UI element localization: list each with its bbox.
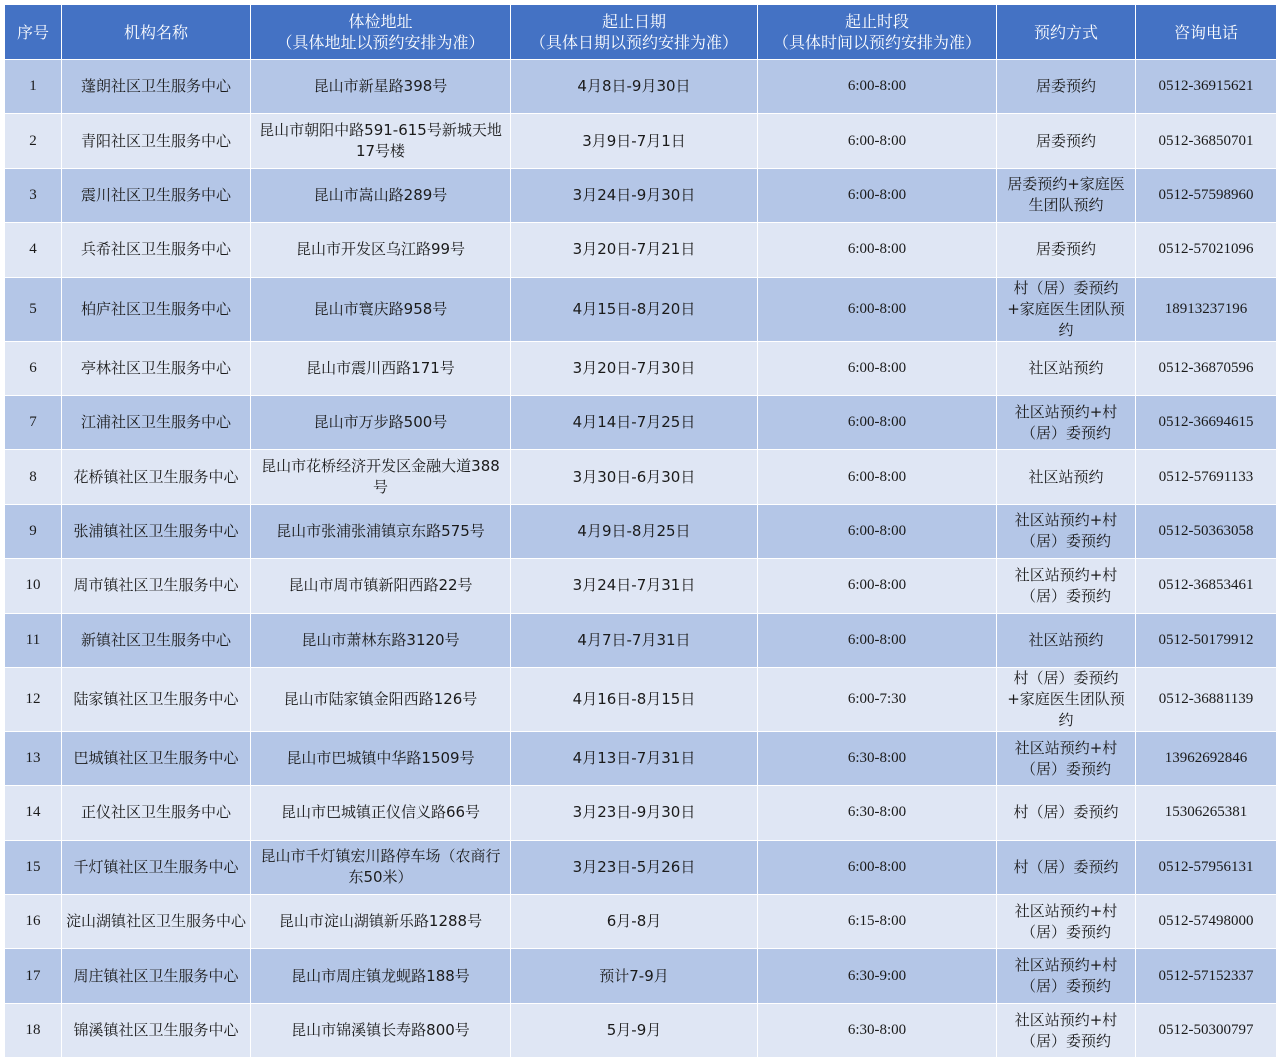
cell-seq: 2 xyxy=(5,114,62,168)
table-row xyxy=(5,277,1277,341)
cell-address: 昆山市开发区乌江路99号 xyxy=(251,223,511,277)
cell-address: 昆山市张浦张浦镇京东路575号 xyxy=(251,504,511,558)
cell-address: 昆山市震川西路171号 xyxy=(251,341,511,395)
cell-seq: 17 xyxy=(5,949,62,1003)
cell-time: 6:00-7:30 xyxy=(758,667,997,731)
cell-seq: 16 xyxy=(5,895,62,949)
cell-booking-method: 社区站预约+村（居）委预约 xyxy=(997,949,1136,1003)
cell-institution-name: 蓬朗社区卫生服务中心 xyxy=(62,60,251,114)
cell-dates: 3月24日-9月30日 xyxy=(511,168,758,222)
cell-address: 昆山市淀山湖镇新乐路1288号 xyxy=(251,895,511,949)
cell-booking-method: 社区站预约+村（居）委预约 xyxy=(997,559,1136,613)
cell-institution-name: 亭林社区卫生服务中心 xyxy=(62,341,251,395)
cell-dates: 6月-8月 xyxy=(511,895,758,949)
cell-seq: 10 xyxy=(5,559,62,613)
cell-seq: 9 xyxy=(5,504,62,558)
cell-booking-method: 社区站预约 xyxy=(997,613,1136,667)
cell-seq: 1 xyxy=(5,60,62,114)
cell-booking-method: 社区站预约+村（居）委预约 xyxy=(997,731,1136,785)
cell-time: 6:00-8:00 xyxy=(758,840,997,894)
cell-dates: 3月20日-7月30日 xyxy=(511,341,758,395)
cell-dates: 4月9日-8月25日 xyxy=(511,504,758,558)
cell-seq: 8 xyxy=(5,450,62,504)
cell-address: 昆山市万步路500号 xyxy=(251,395,511,449)
cell-dates: 3月30日-6月30日 xyxy=(511,450,758,504)
cell-dates: 4月13日-7月31日 xyxy=(511,731,758,785)
cell-institution-name: 巴城镇社区卫生服务中心 xyxy=(62,731,251,785)
cell-booking-method: 居委预约 xyxy=(997,223,1136,277)
table-body xyxy=(5,60,1277,1058)
checkup-schedule-table xyxy=(4,4,1277,1058)
cell-time: 6:15-8:00 xyxy=(758,895,997,949)
cell-institution-name: 锦溪镇社区卫生服务中心 xyxy=(62,1003,251,1057)
table-row xyxy=(5,895,1277,949)
cell-dates: 4月15日-8月20日 xyxy=(511,277,758,341)
cell-address: 昆山市陆家镇金阳西路126号 xyxy=(251,667,511,731)
cell-address: 昆山市巴城镇中华路1509号 xyxy=(251,731,511,785)
cell-address: 昆山市千灯镇宏川路停车场（农商行东50米） xyxy=(251,840,511,894)
cell-time: 6:00-8:00 xyxy=(758,60,997,114)
cell-institution-name: 淀山湖镇社区卫生服务中心 xyxy=(62,895,251,949)
cell-address: 昆山市嵩山路289号 xyxy=(251,168,511,222)
table-row xyxy=(5,114,1277,168)
cell-booking-method: 村（居）委预约 xyxy=(997,840,1136,894)
cell-booking-method: 社区站预约+村（居）委预约 xyxy=(997,1003,1136,1057)
cell-institution-name: 正仪社区卫生服务中心 xyxy=(62,786,251,840)
cell-address: 昆山市新星路398号 xyxy=(251,60,511,114)
table-row xyxy=(5,786,1277,840)
table-row xyxy=(5,667,1277,731)
cell-institution-name: 陆家镇社区卫生服务中心 xyxy=(62,667,251,731)
header-name: 机构名称 xyxy=(62,5,251,60)
cell-phone: 0512-50179912 xyxy=(1136,613,1277,667)
cell-institution-name: 周市镇社区卫生服务中心 xyxy=(62,559,251,613)
cell-booking-method: 社区站预约 xyxy=(997,450,1136,504)
cell-address: 昆山市朝阳中路591-615号新城天地17号楼 xyxy=(251,114,511,168)
cell-institution-name: 青阳社区卫生服务中心 xyxy=(62,114,251,168)
cell-phone: 0512-57691133 xyxy=(1136,450,1277,504)
cell-time: 6:30-8:00 xyxy=(758,731,997,785)
cell-phone: 0512-50300797 xyxy=(1136,1003,1277,1057)
cell-phone: 0512-36853461 xyxy=(1136,559,1277,613)
table-row xyxy=(5,223,1277,277)
cell-phone: 18913237196 xyxy=(1136,277,1277,341)
cell-address: 昆山市周庄镇龙蚬路188号 xyxy=(251,949,511,1003)
cell-time: 6:00-8:00 xyxy=(758,395,997,449)
cell-institution-name: 江浦社区卫生服务中心 xyxy=(62,395,251,449)
table-row xyxy=(5,450,1277,504)
cell-seq: 4 xyxy=(5,223,62,277)
header-time xyxy=(758,5,997,60)
cell-booking-method: 居委预约 xyxy=(997,114,1136,168)
cell-institution-name: 兵希社区卫生服务中心 xyxy=(62,223,251,277)
cell-address: 昆山市锦溪镇长寿路800号 xyxy=(251,1003,511,1057)
header-address xyxy=(251,5,511,60)
cell-time: 6:00-8:00 xyxy=(758,504,997,558)
table-row xyxy=(5,504,1277,558)
table-row xyxy=(5,1003,1277,1057)
cell-institution-name: 柏庐社区卫生服务中心 xyxy=(62,277,251,341)
cell-phone: 15306265381 xyxy=(1136,786,1277,840)
cell-dates: 4月16日-8月15日 xyxy=(511,667,758,731)
cell-dates: 预计7-9月 xyxy=(511,949,758,1003)
cell-dates: 3月24日-7月31日 xyxy=(511,559,758,613)
header-address-note: （具体地址以预约安排为准） xyxy=(276,33,485,52)
cell-address: 昆山市萧林东路3120号 xyxy=(251,613,511,667)
cell-booking-method: 社区站预约+村（居）委预约 xyxy=(997,895,1136,949)
cell-time: 6:00-8:00 xyxy=(758,559,997,613)
table-row xyxy=(5,168,1277,222)
cell-phone: 0512-36915621 xyxy=(1136,60,1277,114)
cell-dates: 4月7日-7月31日 xyxy=(511,613,758,667)
cell-booking-method: 村（居）委预约+家庭医生团队预约 xyxy=(997,667,1136,731)
cell-seq: 18 xyxy=(5,1003,62,1057)
header-dates-note: （具体日期以预约安排为准） xyxy=(529,33,738,52)
cell-address: 昆山市花桥经济开发区金融大道388号 xyxy=(251,450,511,504)
header-time-note: （具体时间以预约安排为准） xyxy=(772,33,981,52)
cell-seq: 6 xyxy=(5,341,62,395)
cell-address: 昆山市寰庆路958号 xyxy=(251,277,511,341)
cell-booking-method: 村（居）委预约 xyxy=(997,786,1136,840)
header-dates xyxy=(511,5,758,60)
cell-phone: 0512-36850701 xyxy=(1136,114,1277,168)
table-row xyxy=(5,840,1277,894)
table-row xyxy=(5,60,1277,114)
table-row xyxy=(5,731,1277,785)
cell-seq: 14 xyxy=(5,786,62,840)
header-row xyxy=(5,5,1277,60)
cell-time: 6:00-8:00 xyxy=(758,277,997,341)
cell-phone: 0512-57152337 xyxy=(1136,949,1277,1003)
cell-dates: 3月9日-7月1日 xyxy=(511,114,758,168)
cell-booking-method: 村（居）委预约+家庭医生团队预约 xyxy=(997,277,1136,341)
cell-phone: 0512-36881139 xyxy=(1136,667,1277,731)
cell-dates: 3月20日-7月21日 xyxy=(511,223,758,277)
cell-dates: 4月14日-7月25日 xyxy=(511,395,758,449)
cell-seq: 12 xyxy=(5,667,62,731)
cell-phone: 0512-36694615 xyxy=(1136,395,1277,449)
cell-booking-method: 居委预约+家庭医生团队预约 xyxy=(997,168,1136,222)
cell-dates: 5月-9月 xyxy=(511,1003,758,1057)
cell-dates: 4月8日-9月30日 xyxy=(511,60,758,114)
table-row xyxy=(5,613,1277,667)
cell-seq: 15 xyxy=(5,840,62,894)
cell-address: 昆山市巴城镇正仪信义路66号 xyxy=(251,786,511,840)
cell-booking-method: 居委预约 xyxy=(997,60,1136,114)
cell-time: 6:00-8:00 xyxy=(758,168,997,222)
cell-time: 6:30-8:00 xyxy=(758,786,997,840)
table-row xyxy=(5,559,1277,613)
cell-seq: 7 xyxy=(5,395,62,449)
cell-seq: 11 xyxy=(5,613,62,667)
cell-seq: 3 xyxy=(5,168,62,222)
cell-institution-name: 新镇社区卫生服务中心 xyxy=(62,613,251,667)
cell-seq: 13 xyxy=(5,731,62,785)
header-dates-title: 起止日期 xyxy=(601,12,666,31)
cell-institution-name: 震川社区卫生服务中心 xyxy=(62,168,251,222)
cell-institution-name: 周庄镇社区卫生服务中心 xyxy=(62,949,251,1003)
cell-time: 6:00-8:00 xyxy=(758,450,997,504)
cell-booking-method: 社区站预约+村（居）委预约 xyxy=(997,395,1136,449)
table-row xyxy=(5,949,1277,1003)
cell-dates: 3月23日-5月26日 xyxy=(511,840,758,894)
table-row xyxy=(5,395,1277,449)
cell-phone: 0512-57956131 xyxy=(1136,840,1277,894)
cell-institution-name: 千灯镇社区卫生服务中心 xyxy=(62,840,251,894)
cell-phone: 0512-50363058 xyxy=(1136,504,1277,558)
cell-time: 6:00-8:00 xyxy=(758,613,997,667)
cell-seq: 5 xyxy=(5,277,62,341)
header-method: 预约方式 xyxy=(997,5,1136,60)
cell-phone: 13962692846 xyxy=(1136,731,1277,785)
cell-time: 6:00-8:00 xyxy=(758,341,997,395)
cell-phone: 0512-57498000 xyxy=(1136,895,1277,949)
cell-dates: 3月23日-9月30日 xyxy=(511,786,758,840)
cell-phone: 0512-57021096 xyxy=(1136,223,1277,277)
header-phone: 咨询电话 xyxy=(1136,5,1277,60)
header-time-title: 起止时段 xyxy=(844,12,909,31)
cell-phone: 0512-36870596 xyxy=(1136,341,1277,395)
cell-booking-method: 社区站预约+村（居）委预约 xyxy=(997,504,1136,558)
cell-time: 6:30-9:00 xyxy=(758,949,997,1003)
header-address-title: 体检地址 xyxy=(348,12,413,31)
cell-phone: 0512-57598960 xyxy=(1136,168,1277,222)
cell-booking-method: 社区站预约 xyxy=(997,341,1136,395)
cell-time: 6:00-8:00 xyxy=(758,223,997,277)
cell-time: 6:00-8:00 xyxy=(758,114,997,168)
cell-address: 昆山市周市镇新阳西路22号 xyxy=(251,559,511,613)
cell-time: 6:30-8:00 xyxy=(758,1003,997,1057)
cell-institution-name: 张浦镇社区卫生服务中心 xyxy=(62,504,251,558)
cell-institution-name: 花桥镇社区卫生服务中心 xyxy=(62,450,251,504)
table-row xyxy=(5,341,1277,395)
header-seq: 序号 xyxy=(5,5,62,60)
